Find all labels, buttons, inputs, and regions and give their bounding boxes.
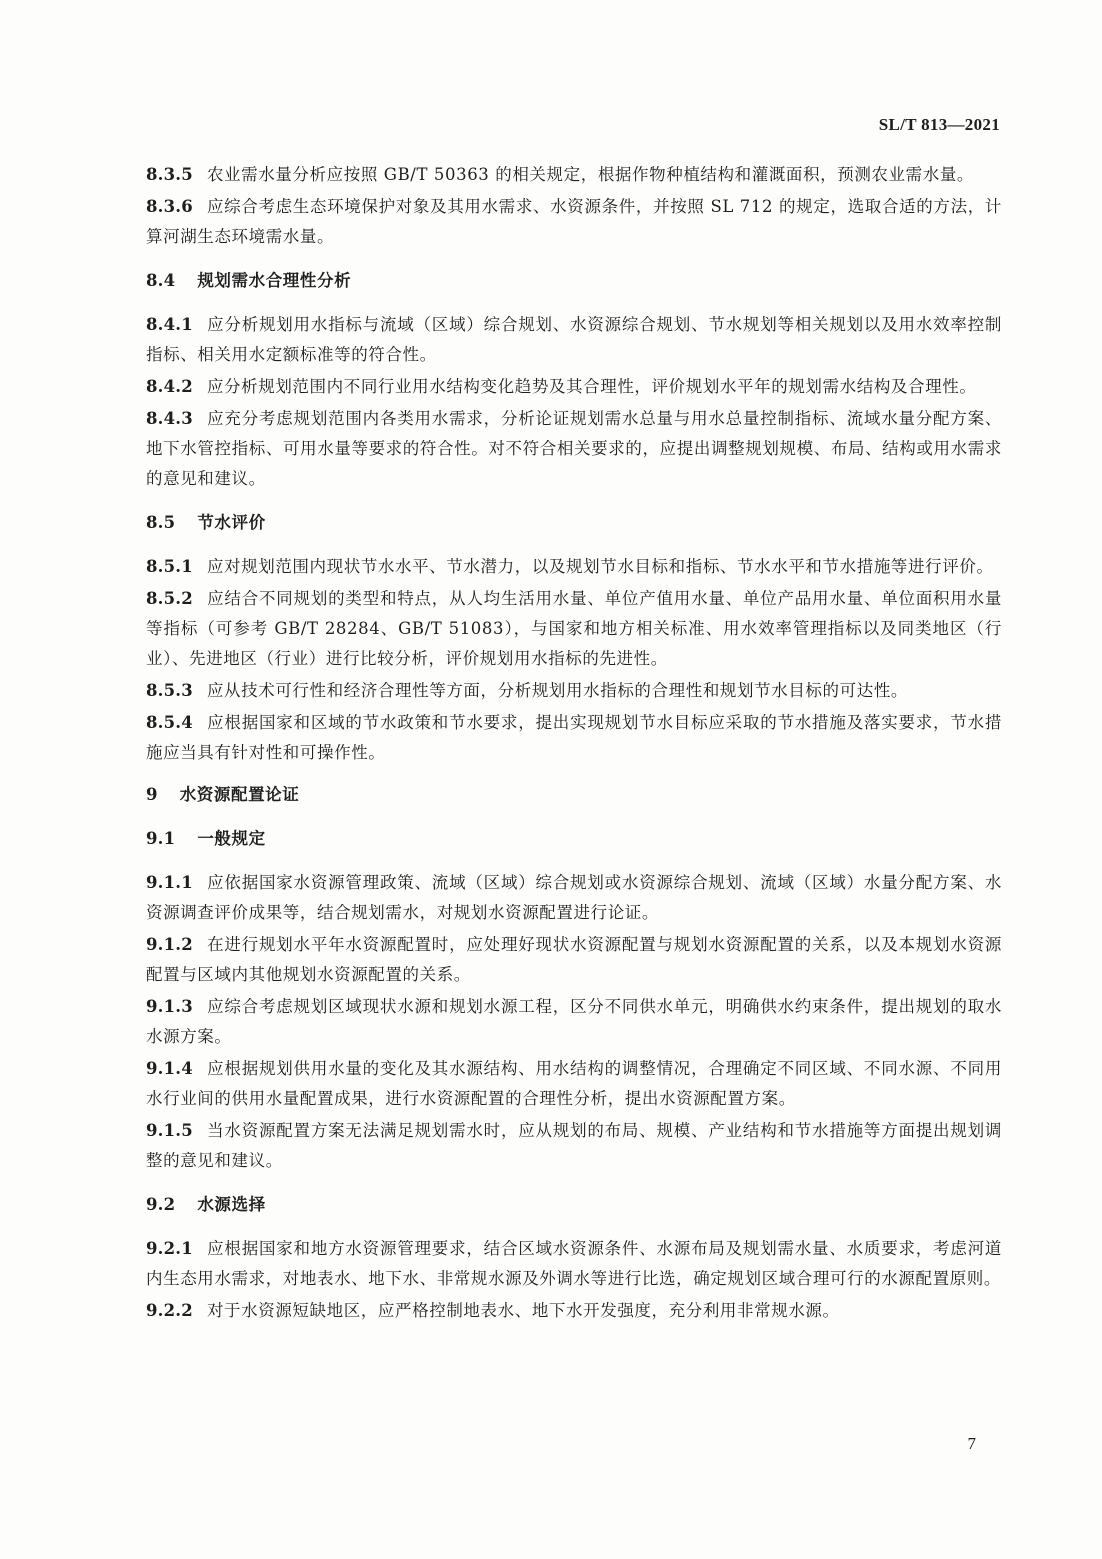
clause-8-3-5 (146, 160, 1002, 190)
clause-8-5-4 (146, 708, 1002, 768)
section-title: 水源选择 (197, 1195, 266, 1214)
standard-code: SL/T 813—2021 (878, 115, 1000, 134)
clause-number: 8.5.3 (146, 681, 193, 700)
clause-text: 应从技术可行性和经济合理性等方面，分析规划用水指标的合理性和规划节水目标的可达性。 (206, 681, 909, 700)
clause-text: 对于水资源短缺地区，应严格控制地表水、地下水开发强度，充分利用非常规水源。 (206, 1301, 840, 1320)
clause-text: 应根据规划供用水量的变化及其水源结构、用水结构的调整情况，合理确定不同区域、不同水源、不同用水行业间的供用水量配置成果，进行水资源配置的合理性分析，提出水资源配置方案。 (146, 1059, 1002, 1108)
chapter-number: 9 (146, 785, 158, 804)
section-number: 9.1 (146, 829, 176, 848)
clause-number: 8.3.6 (146, 197, 193, 216)
section-title: 一般规定 (197, 829, 266, 848)
clause-9-1-1 (146, 868, 1002, 928)
section-heading-8-4 (146, 266, 1002, 296)
clause-number: 9.2.2 (146, 1301, 193, 1320)
section-heading-9-1 (146, 824, 1002, 854)
clause-number: 8.5.2 (146, 589, 193, 608)
chapter-title: 水资源配置论证 (179, 785, 300, 804)
section-number: 8.5 (146, 513, 176, 532)
section-number: 8.4 (146, 271, 176, 290)
clause-number: 8.4.2 (146, 377, 193, 396)
clause-8-5-2 (146, 584, 1002, 674)
section-number: 9.2 (146, 1195, 176, 1214)
clause-9-1-3 (146, 992, 1002, 1052)
clause-number: 9.1.2 (146, 935, 193, 954)
clause-number: 8.5.4 (146, 713, 193, 732)
clause-text: 农业需水量分析应按照 GB/T 50363 的相关规定，根据作物种植结构和灌溉面积，预测农业需水量。 (206, 165, 975, 184)
clause-9-2-1 (146, 1234, 1002, 1294)
clause-number: 8.4.3 (146, 409, 193, 428)
clause-number: 8.4.1 (146, 315, 193, 334)
clause-text: 应依据国家水资源管理政策、流域（区域）综合规划或水资源综合规划、流域（区域）水量分配方案、水资源调查评价成果等，结合规划需水，对规划水资源配置进行论证。 (146, 873, 1002, 922)
clause-text: 应综合考虑规划区域现状水源和规划水源工程，区分不同供水单元，明确供水约束条件，提出规划的取水水源方案。 (146, 997, 1002, 1046)
clause-number: 9.2.1 (146, 1239, 193, 1258)
section-heading-8-5 (146, 508, 1002, 538)
clause-number: 9.1.3 (146, 997, 193, 1016)
clause-9-1-5 (146, 1116, 1002, 1176)
section-title: 节水评价 (197, 513, 266, 532)
clause-number: 9.1.1 (146, 873, 193, 892)
clause-number: 9.1.4 (146, 1059, 193, 1078)
clause-text: 应根据国家和地方水资源管理要求，结合区域水资源条件、水源布局及规划需水量、水质要求，考虑河道内生态用水需求，对地表水、地下水、非常规水源及外调水等进行比选，确定规划区域合理可行的水源配置原则。 (146, 1239, 1002, 1288)
clause-9-1-2 (146, 930, 1002, 990)
clause-8-5-3 (146, 676, 1002, 706)
clause-8-3-6 (146, 192, 1002, 252)
clause-8-4-3 (146, 404, 1002, 494)
clause-text: 应分析规划用水指标与流域（区域）综合规划、水资源综合规划、节水规划等相关规划以及用水效率控制指标、相关用水定额标准等的符合性。 (146, 315, 1002, 364)
clause-text: 应充分考虑规划范围内各类用水需求，分析论证规划需水总量与用水总量控制指标、流域水量分配方案、地下水管控指标、可用水量等要求的符合性。对不符合相关要求的，应提出调整规划规模、布局、结构或用水需求的意见和建议。 (146, 409, 1002, 488)
clause-number: 8.5.1 (146, 557, 193, 576)
clause-8-4-2 (146, 372, 1002, 402)
clause-text: 应根据国家和区域的节水政策和节水要求，提出实现规划节水目标应采取的节水措施及落实要求，节水措施应当具有针对性和可操作性。 (146, 713, 1002, 762)
clause-9-1-4 (146, 1054, 1002, 1114)
clause-text: 应对规划范围内现状节水水平、节水潜力，以及规划节水目标和指标、节水水平和节水措施等进行评价。 (206, 557, 994, 576)
clause-number: 8.3.5 (146, 165, 193, 184)
clause-8-4-1 (146, 310, 1002, 370)
clause-8-5-1 (146, 552, 1002, 582)
chapter-heading-9 (146, 780, 1002, 810)
clause-text: 当水资源配置方案无法满足规划需水时，应从规划的布局、规模、产业结构和节水措施等方面提出规划调整的意见和建议。 (146, 1121, 1002, 1170)
section-title: 规划需水合理性分析 (197, 271, 352, 290)
clause-text: 在进行规划水平年水资源配置时，应处理好现状水资源配置与规划水资源配置的关系，以及本规划水资源配置与区域内其他规划水资源配置的关系。 (146, 935, 1002, 984)
clause-text: 应结合不同规划的类型和特点，从人均生活用水量、单位产值用水量、单位产品用水量、单位面积用水量等指标（可参考 GB/T 28284、GB/T 51083），与国家和地方相关标准、用水效率管理指标以及同类地区（行业）、先进地区（行业）进行比较分析，评价规划用水指标的先进性。 (146, 589, 1002, 668)
page-number: 7 (967, 1434, 976, 1453)
section-heading-9-2 (146, 1190, 1002, 1220)
clause-9-2-2 (146, 1296, 1002, 1326)
clause-number: 9.1.5 (146, 1121, 193, 1140)
clause-text: 应分析规划范围内不同行业用水结构变化趋势及其合理性，评价规划水平年的规划需水结构及合理性。 (206, 377, 977, 396)
document-body (146, 160, 1002, 1328)
clause-text: 应综合考虑生态环境保护对象及其用水需求、水资源条件，并按照 SL 712 的规定，选取合适的方法，计算河湖生态环境需水量。 (146, 197, 1002, 246)
